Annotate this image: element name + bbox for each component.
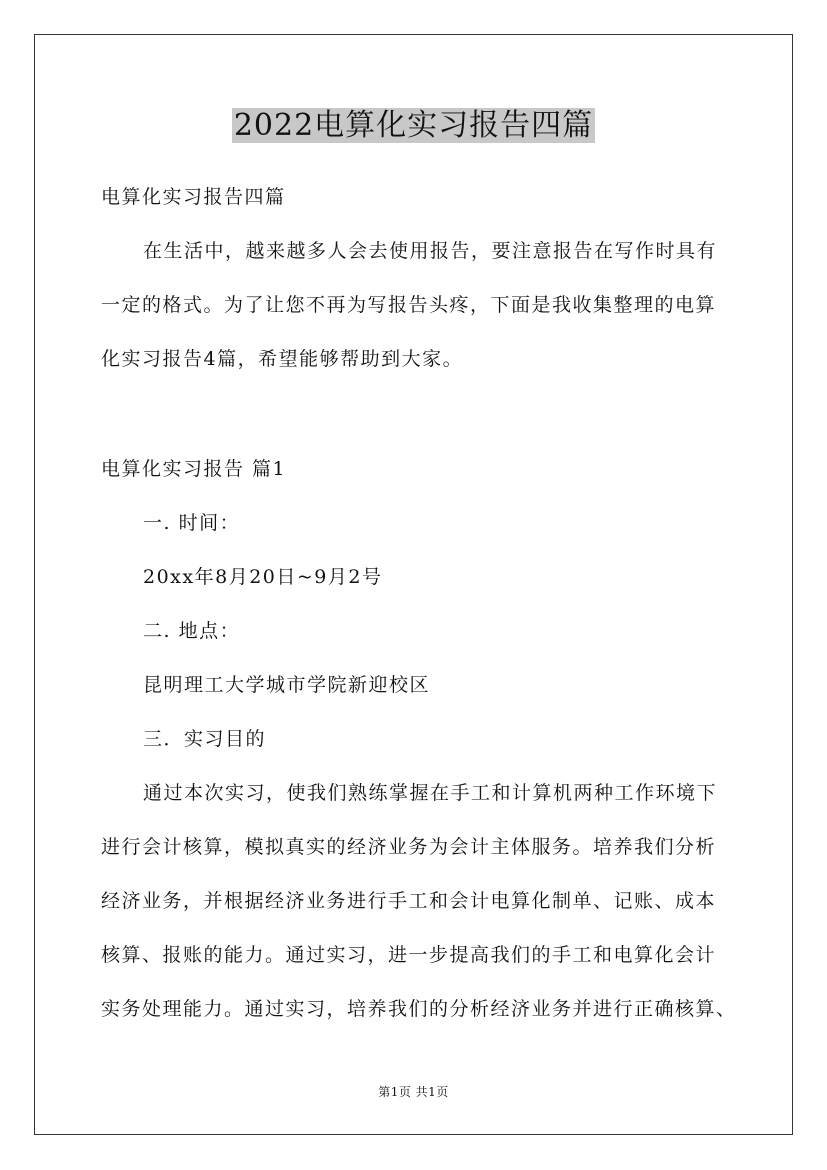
time-value: 20xx年8月20日~9月2号 <box>143 566 383 588</box>
purpose-line-3: 经济业务，并根据经济业务进行手工和会计电算化制单、记账、成本 <box>101 890 717 912</box>
place-value: 昆明理工大学城市学院新迎校区 <box>143 674 431 696</box>
place-label: 二. 地点： <box>143 620 241 642</box>
purpose-line-1: 通过本次实习，使我们熟练掌握在手工和计算机两种工作环境下 <box>143 782 718 804</box>
intro-line-2: 一定的格式。为了让您不再为写报告头疼，下面是我收集整理的电算 <box>101 294 717 316</box>
purpose-line-2: 进行会计核算，模拟真实的经济业务为会计主体服务。培养我们分析 <box>101 836 717 858</box>
purpose-line-5: 实务处理能力。通过实习，培养我们的分析经济业务并进行正确核算、 <box>101 998 737 1020</box>
document-title-text: 2022电算化实习报告四篇 <box>233 108 594 143</box>
document-subtitle: 电算化实习报告四篇 <box>101 186 286 208</box>
section-heading: 电算化实习报告 篇1 <box>101 458 287 480</box>
intro-line-3: 化实习报告4篇，希望能够帮助到大家。 <box>101 348 464 370</box>
page-footer: 第1页 共1页 <box>378 1085 449 1099</box>
time-label: 一. 时间： <box>143 512 241 534</box>
intro-line-1: 在生活中，越来越多人会去使用报告，要注意报告在写作时具有 <box>143 240 718 262</box>
document-title <box>0 100 827 144</box>
purpose-line-4: 核算、报账的能力。通过实习，进一步提高我们的手工和电算化会计 <box>101 944 717 966</box>
purpose-label: 三．实习目的 <box>143 728 267 750</box>
